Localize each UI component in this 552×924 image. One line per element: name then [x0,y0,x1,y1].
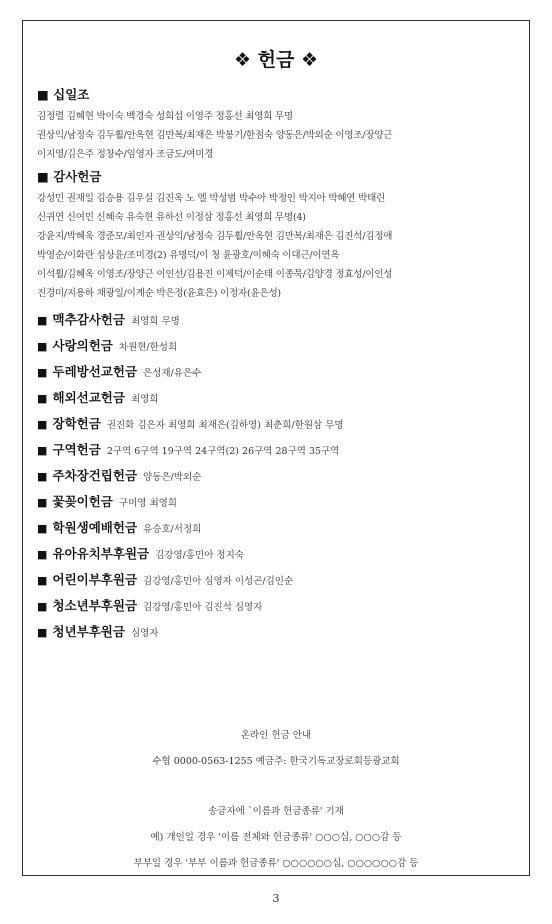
page-number: 3 [272,892,280,905]
bullet-square: ■ [37,340,48,353]
offering-row [37,410,519,436]
offering-donors: 김강영/홍민아 정지숙 [155,550,244,561]
bullet-square: ■ [37,444,48,457]
offering-donors: 2구역 6구역 19구역 24구역(2) 26구역 28구역 35구역 [106,446,340,457]
section-sibilcho [37,85,519,161]
offering-label: 사랑의헌금 [52,338,113,353]
donor-line: 신귀연 신여민 신혜숙 유숙현 유하선 이정삼 정홍선 최영희 무명(4) [37,212,306,223]
offering-donors: 은성재/유은수 [143,368,202,379]
offering-donors: 유승호/서정희 [143,524,202,535]
account-info: 수협 0000-0563-1255 예금주: 한국기독교장로회등광교회 [152,756,400,767]
donor-line: 박영순/이화란 심상윤/조미경(2) 유명덕/이 청 윤광호/이혜숙 이대근/이연옥 [37,250,340,261]
offering-row [37,384,519,410]
section-heading: ■ 십일조 [37,87,90,102]
donor-line: 권상익/남정숙 김두휠/안옥현 김만복/최재은 박봉기/한점숙 양동은/박외순 이영조/장양근 [37,130,393,141]
offering-rows [37,306,519,644]
donor-line: 강성민 권재일 김승용 김우실 김진옥 노 엘 박성범 박수아 박정인 박지아 박혜연 박태린 [37,193,386,204]
instruction-text: 송금자에 `이름과 헌금종류' 기재 [208,806,344,817]
online-notice-title: 온라인 헌금 안내 [240,730,312,741]
offering-label: 어린이부후원금 [52,572,138,587]
offering-content [37,83,519,644]
offering-row [37,566,519,592]
offering-row [37,540,519,566]
offering-label: 두레방선교헌금 [52,364,138,379]
bulletin-frame [22,20,530,876]
bullet-square: ■ [37,366,48,379]
bullet-square: ■ [37,418,48,431]
offering-row [37,358,519,384]
offering-donors: 김강영/홍민아 심영자 이성곤/김인순 [143,576,294,587]
offering-label: 구역헌금 [52,442,101,457]
offering-donors: 권진화 김은자 최영희 최재은(김하영) 최춘희/한원삼 무명 [106,420,344,431]
offering-donors: 최영희 무명 [130,316,180,327]
offering-row [37,306,519,332]
donor-line: 김정렬 김혜현 박이숙 백경숙 성희섭 이영주 정홍선 최영희 무명 [37,111,293,122]
donor-line: 이석휠/김혜옥 이영조/장양근 이인선/김용진 이제덕/이순태 이종묵/김양경 정효성/이인성 [37,269,393,280]
offering-row [37,618,519,644]
donor-line: 진경미/지용하 채광일/이계순 박은정(윤효은) 이정자(윤은성) [37,288,281,299]
bullet-square: ■ [37,470,48,483]
bullet-square: ■ [37,548,48,561]
offering-donors: 김강영/홍민아 김진석 심영자 [143,602,263,613]
donor-line: 강윤지/박혜욱 경준모/최인자 권상익/남정숙 김두휠/안옥현 김만복/최재은 김진석/김정애 [37,231,393,242]
offering-label: 해외선교헌금 [52,390,125,405]
offering-label: 맥추감사헌금 [52,312,125,327]
offering-donors: 최영희 [130,394,159,405]
section-heading: ■ 감사헌금 [37,169,102,184]
offering-row [37,436,519,462]
offering-label: 꽃꽂이헌금 [52,494,113,509]
page-title: ❖ 헌금 ❖ [233,49,318,71]
offering-donors: 양동은/박외순 [143,472,202,483]
offering-row [37,462,519,488]
offering-label: 장학헌금 [52,416,101,431]
bullet-square: ■ [37,314,48,327]
example-couple: 부부일 경우 '부부 이름과 헌금종류' ○○○○○○십, ○○○○○○감 등 [133,858,419,869]
offering-label: 청소년부후원금 [52,598,138,613]
offering-donors: 차원현/한성희 [118,342,178,353]
offering-label: 청년부후원금 [52,624,125,639]
offering-donors: 심영자 [130,628,159,639]
bullet-square: ■ [37,496,48,509]
offering-row [37,514,519,540]
offering-row [37,592,519,618]
offering-row [37,488,519,514]
section-gamsa [37,167,519,300]
offering-label: 주차장건립헌금 [52,468,138,483]
donor-line: 이지영/김은주 정창수/임영자 조금도/여미경 [37,149,214,160]
offering-label: 유아유치부후원금 [52,546,150,561]
bullet-square: ■ [37,522,48,535]
offering-row [37,332,519,358]
bullet-square: ■ [37,392,48,405]
offering-donors: 구미영 최영희 [118,498,177,509]
offering-label: 학원생예배헌금 [52,520,138,535]
example-individual: 예) 개인일 경우 '이름 전체와 헌금종류' ○○○십, ○○○감 등 [150,832,402,843]
bullet-square: ■ [37,600,48,613]
bullet-square: ■ [37,574,48,587]
bullet-square: ■ [37,626,48,639]
